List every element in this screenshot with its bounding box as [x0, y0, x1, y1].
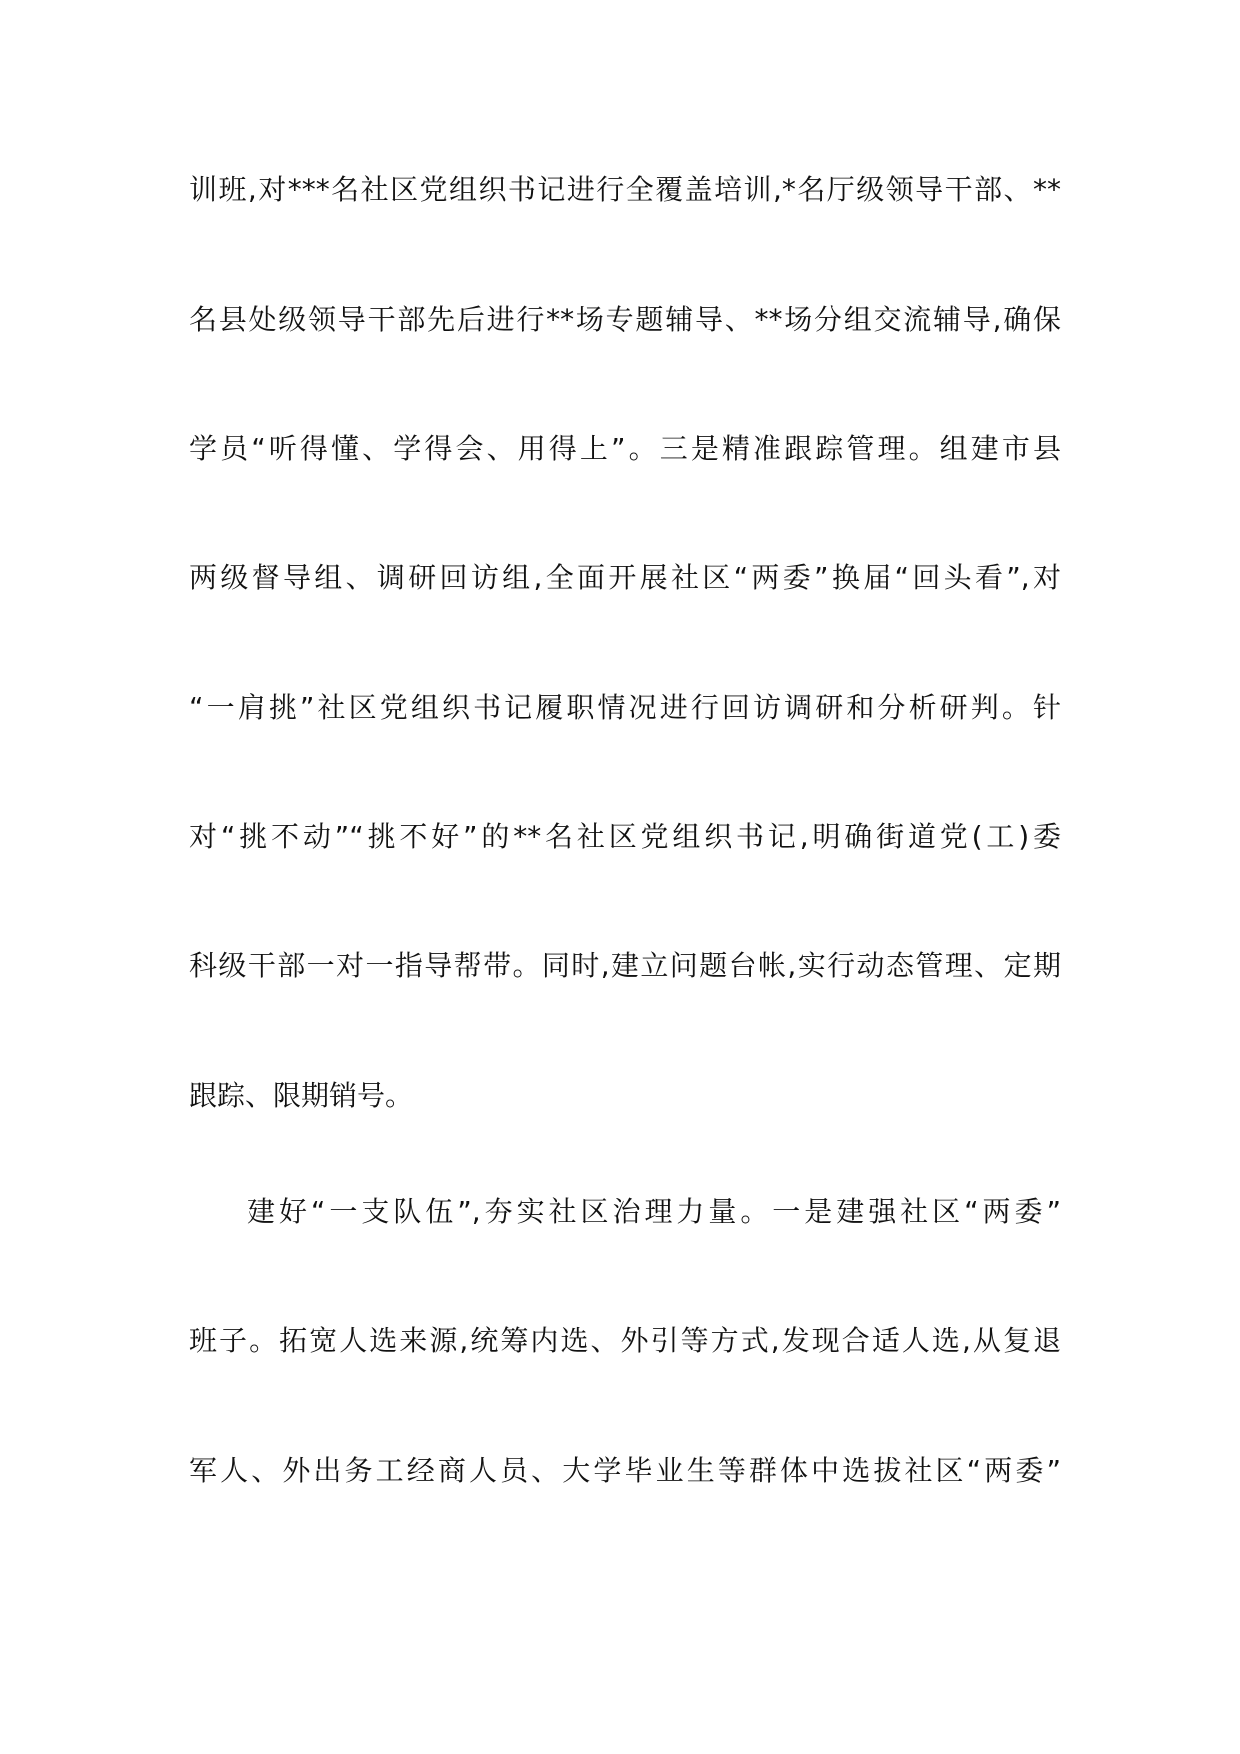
body-text-line: 训班,对***名社区党组织书记进行全覆盖培训,*名厅级领导干部、** — [189, 173, 1061, 206]
body-text-line: “一肩挑”社区党组织书记履职情况进行回访调研和分析研判。针 — [189, 691, 1061, 724]
body-text-line: 学员“听得懂、学得会、用得上”。三是精准跟踪管理。组建市县 — [189, 432, 1061, 465]
body-text-line: 跟踪、限期销号。 — [189, 1079, 414, 1112]
body-text-line: 科级干部一对一指导帮带。同时,建立问题台帐,实行动态管理、定期 — [189, 949, 1061, 982]
body-text-line: 班子。拓宽人选来源,统筹内选、外引等方式,发现合适人选,从复退 — [189, 1324, 1061, 1357]
body-text-line: 对“挑不动”“挑不好”的**名社区党组织书记,明确街道党(工)委 — [189, 820, 1061, 853]
body-text-line: 名县处级领导干部先后进行**场专题辅导、**场分组交流辅导,确保 — [189, 303, 1061, 336]
body-text-line: 两级督导组、调研回访组,全面开展社区“两委”换届“回头看”,对 — [189, 561, 1061, 594]
body-text-line: 军人、外出务工经商人员、大学毕业生等群体中选拔社区“两委” — [189, 1454, 1061, 1487]
paragraph-first-line: 建好“一支队伍”,夯实社区治理力量。一是建强社区“两委” — [247, 1195, 1061, 1228]
